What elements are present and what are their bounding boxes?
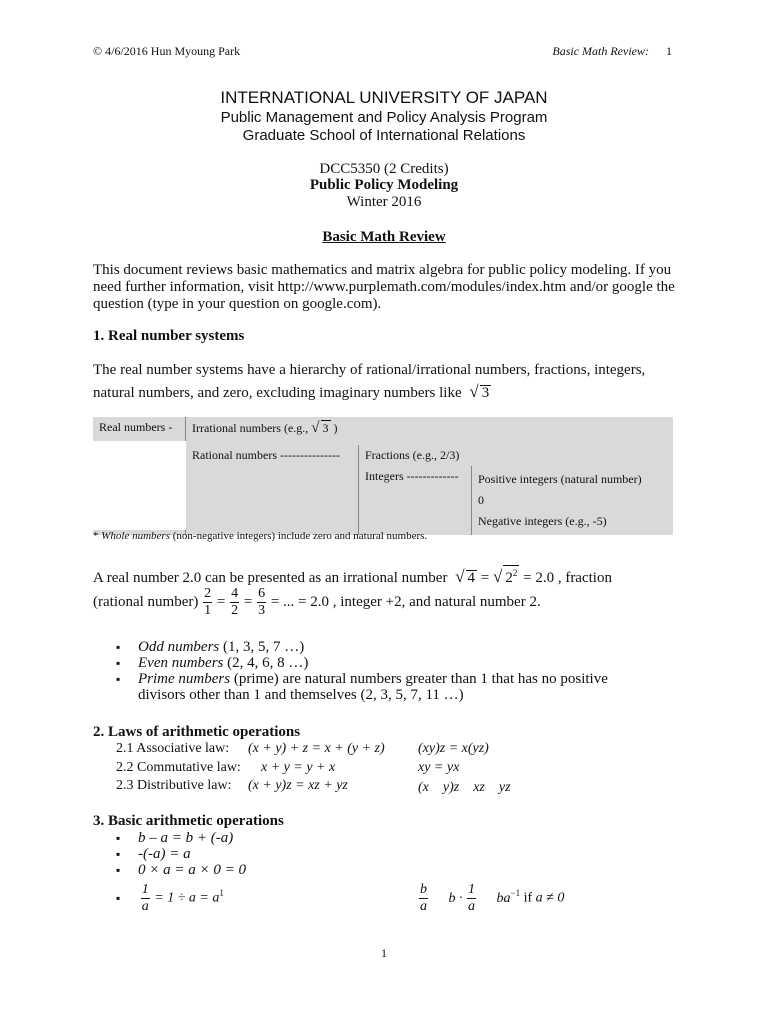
law-addition: x + y = y + x <box>261 760 336 775</box>
division-fraction: $\frac{b}{a}$ <box>420 882 427 914</box>
reciprocal-fraction: $\frac{1}{a}$ <box>141 882 149 914</box>
list-item: ▪ Even numbers (2, 4, 6, 8 …) <box>112 655 632 671</box>
section2-heading: 2. Laws of arithmetic operations <box>93 724 301 740</box>
section1-paragraph <box>93 362 683 402</box>
radical-icon: √ <box>311 420 320 436</box>
header-page-number: 1 <box>666 44 672 58</box>
section1-line2: natural numbers, and zero, excluding imaginary numbers like <box>93 385 462 401</box>
list-item: ▪ Prime numbers (prime) are natural numbers greater than 1 that has no positive divisors other than 1 and themselves (2, 3, 5, 7, 11 …) <box>112 671 632 703</box>
law-addition: (x + y) + z = x + (y + z) <box>248 741 385 756</box>
course-name: Public Policy Modeling <box>309 177 459 193</box>
example-line1: A real number 2.0 can be presented as an irrational number √ 4 = √ $2^2 = 2.0$ , fraction <box>93 567 612 586</box>
radical-icon: √ <box>455 567 465 586</box>
list-item: ▪ b – a = b + (-a) <box>112 830 412 846</box>
law-multiplication: xy = yx <box>418 760 460 775</box>
cell-integer-types <box>472 466 674 535</box>
reciprocal-fraction-2: $\frac{1}{a}$ <box>468 882 475 914</box>
fraction-1: $\frac{2}{1}$ <box>204 586 212 618</box>
document-title: Basic Math Review <box>322 229 446 245</box>
cell-zero: 0 <box>478 493 484 507</box>
reciprocal-row: ▪ $\frac{1}{a}$ = $1 \div a = a^1$ <box>116 882 224 914</box>
cell-fractions: Fractions (e.g., 2/3) <box>359 445 674 466</box>
fraction-2: $\frac{4}{2}$ <box>231 586 239 618</box>
course-code: DCC5350 (2 Credits) <box>319 161 449 177</box>
section1-heading: 1. Real number systems <box>93 328 245 344</box>
school-name: Graduate School of International Relations <box>242 127 526 144</box>
section3-heading: 3. Basic arithmetic operations <box>93 813 284 829</box>
section1-line1: The real number systems have a hierarchy of rational/irrational numbers, fractions, integers, <box>93 362 646 378</box>
fraction-3: $\frac{6}{3}$ <box>258 586 266 618</box>
table-blank-area <box>93 441 186 530</box>
header-doc-title: Basic Math Review: <box>552 44 649 58</box>
list-item: ▪ Odd numbers (1, 3, 5, 7 …) <box>112 639 632 655</box>
law-multiplication: (x y)z xz yz <box>418 780 511 795</box>
law-multiplication: (xy)z = x(yz) <box>418 741 489 756</box>
list-item: ▪ 0 × a = a × 0 = 0 <box>112 862 412 878</box>
division-row: $\frac{b}{a}$ b · $\frac{1}{a}$ $ba^{-1}$ if a ≠ 0 <box>420 882 565 914</box>
law-addition: (x + y)z = xz + yz <box>248 778 348 793</box>
header-right <box>552 44 672 59</box>
section1-radicand: 3 <box>481 385 490 401</box>
bullet-icon: ▪ <box>116 891 121 905</box>
table-divider <box>93 441 186 442</box>
list-item: ▪ -(-a) = a <box>112 846 412 862</box>
radical-icon: √ <box>469 382 479 401</box>
arithmetic-list <box>112 830 412 878</box>
example-line2: (rational number) $\frac{2}{1}$ = $\frac{4}{2}$ = $\frac{6}{3}$ = ... = 2.0 , integer +2, and natural number 2. <box>93 586 541 618</box>
program-name: Public Management and Policy Analysis Program <box>220 109 548 126</box>
cell-positive: Positive integers (natural number) <box>478 472 642 486</box>
university-title: INTERNATIONAL UNIVERSITY OF JAPAN <box>220 88 548 107</box>
law-label: 2.2 Commutative law: <box>116 760 241 775</box>
section1-line2-wrap <box>93 383 683 402</box>
cell-integers: Integers ------------- <box>359 466 472 535</box>
number-type-list <box>112 639 632 703</box>
header-left: © 4/6/2016 Hun Myoung Park <box>93 44 241 58</box>
footer-page-number: 1 <box>381 946 387 960</box>
footnote: * Whole numbers (non-negative integers) include zero and natural numbers. <box>93 530 428 542</box>
cell-negative: Negative integers (e.g., -5) <box>478 514 607 528</box>
law-label: 2.3 Distributive law: <box>116 778 232 793</box>
cell-real-numbers: Real numbers - <box>93 417 186 535</box>
law-label: 2.1 Associative law: <box>116 741 230 756</box>
cell-irrational-numbers: Irrational numbers (e.g., √ 3 ) <box>186 417 674 445</box>
course-term: Winter 2016 <box>346 194 422 210</box>
cell-rational-numbers: Rational numbers --------------- <box>186 445 359 535</box>
radical-icon: √ <box>493 567 503 586</box>
intro-paragraph: This document reviews basic mathematics and matrix algebra for public policy modeling. If you need further information, visit http://www.purplemath.com/modules/index.htm and/or google the question (type in your question on google.com). <box>93 262 675 312</box>
